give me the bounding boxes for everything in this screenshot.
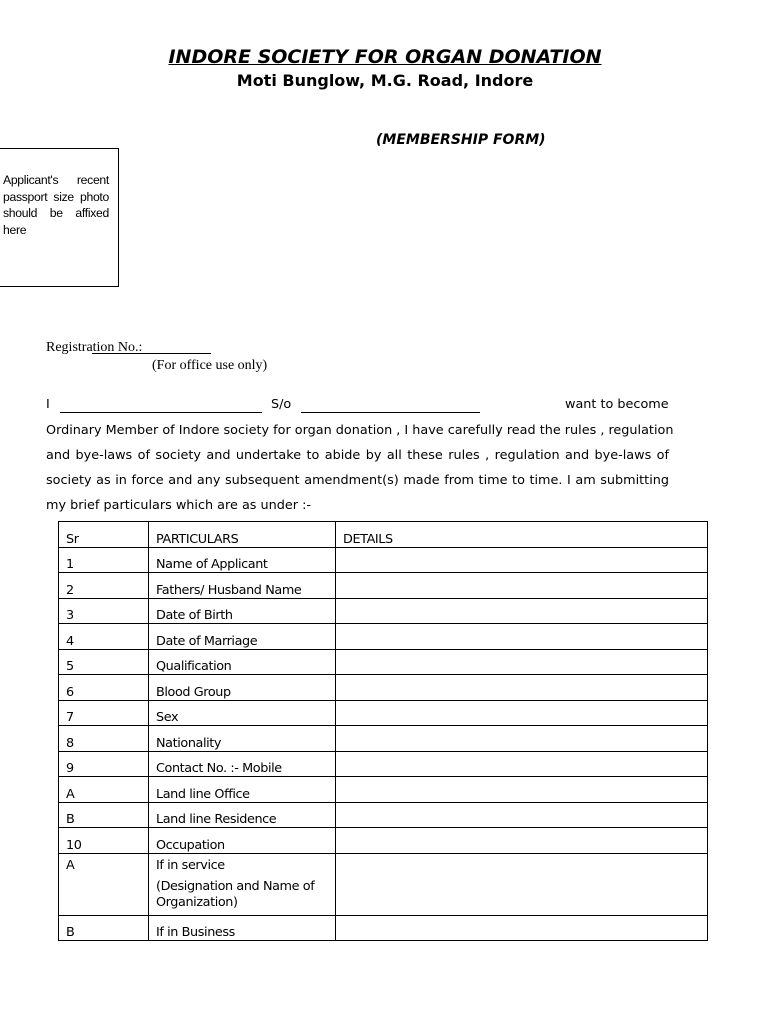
row-particular-label: Date of Marriage (156, 633, 258, 649)
registration-label: Registration No.: (46, 340, 143, 355)
row-particular-label: Date of Birth (156, 608, 233, 623)
row-detail-field[interactable] (336, 777, 708, 803)
row-particular (149, 777, 336, 803)
row-particular-label: Fathers/ Husband Name (156, 582, 302, 598)
table-row (59, 802, 708, 828)
declaration-line: my brief particulars which are as under :- (46, 498, 311, 513)
row-particular (149, 624, 336, 650)
father-name-blank[interactable] (301, 412, 480, 413)
row-sr: 5 (59, 649, 149, 675)
declaration-so-label: S/o (271, 397, 292, 412)
row-particular (149, 700, 336, 726)
row-detail-field[interactable] (336, 828, 708, 854)
row-detail-field[interactable] (336, 573, 708, 599)
table-row (59, 777, 708, 803)
header-details: DETAILS (336, 522, 708, 548)
row-particular-label: If in Business (156, 925, 235, 940)
table-row (59, 853, 708, 915)
row-particular-label: Blood Group (156, 684, 231, 700)
table-row (59, 726, 708, 752)
row-sr: 4 (59, 624, 149, 650)
table-row (59, 624, 708, 650)
row-detail-field[interactable] (336, 624, 708, 650)
declaration-line: and bye-laws of society and undertake to abide by all these rules , regulation and bye-laws of (46, 448, 669, 463)
row-sr: B (59, 915, 149, 941)
row-particular (149, 828, 336, 854)
table-row (59, 547, 708, 573)
header-particulars: PARTICULARS (149, 522, 336, 548)
row-detail-field[interactable] (336, 700, 708, 726)
row-sr: 3 (59, 598, 149, 624)
row-sr: 9 (59, 751, 149, 777)
row-detail-field[interactable] (336, 802, 708, 828)
table-header-row (59, 522, 708, 548)
row-sr: 8 (59, 726, 149, 752)
row-particular (149, 751, 336, 777)
registration-number-field[interactable] (92, 353, 211, 354)
row-particular-label: If in service (156, 857, 225, 873)
header-sr: Sr (59, 522, 149, 548)
table-row (59, 751, 708, 777)
table-row (59, 675, 708, 701)
row-sr: A (59, 777, 149, 803)
row-particular (149, 598, 336, 624)
row-particular (149, 675, 336, 701)
row-sr: 1 (59, 547, 149, 573)
table-row (59, 828, 708, 854)
table-row (59, 700, 708, 726)
row-particular-label: Land line Residence (156, 812, 277, 827)
declaration-line: Ordinary Member of Indore society for organ donation , I have carefully read the rules , regulation (46, 423, 674, 438)
row-particular (149, 915, 336, 941)
row-particular (149, 547, 336, 573)
table-row (59, 573, 708, 599)
row-particular-label: Name of Applicant (156, 557, 268, 572)
applicant-name-blank[interactable] (60, 412, 262, 413)
row-detail-field[interactable] (336, 751, 708, 777)
row-detail-field[interactable] (336, 675, 708, 701)
row-particular (149, 853, 336, 915)
row-particular-label: Land line Office (156, 786, 250, 802)
row-detail-field[interactable] (336, 547, 708, 573)
org-address: Moti Bunglow, M.G. Road, Indore (236, 71, 534, 90)
declaration-line: society as in force and any subsequent amendment(s) made from time to time. I am submitting (46, 473, 669, 488)
table-row (59, 915, 708, 941)
photo-box-instructions: Applicant's recent passport size photo should be affixed here (3, 173, 109, 237)
row-sr: B (59, 802, 149, 828)
row-particular-label: Qualification (156, 659, 232, 674)
row-detail-field[interactable] (336, 598, 708, 624)
row-particular-sublabel: (Designation and Name of Organization) (156, 878, 315, 910)
row-sr: 7 (59, 700, 149, 726)
row-particular-label: Nationality (156, 735, 222, 751)
row-sr: A (59, 853, 149, 915)
row-particular (149, 573, 336, 599)
office-use-note: (For office use only) (152, 358, 268, 373)
row-detail-field[interactable] (336, 915, 708, 941)
row-sr: 6 (59, 675, 149, 701)
row-sr: 2 (59, 573, 149, 599)
row-sr: 10 (59, 828, 149, 854)
row-detail-field[interactable] (336, 649, 708, 675)
row-particular (149, 726, 336, 752)
form-type-heading: (MEMBERSHIP FORM) (376, 132, 546, 148)
row-particular (149, 649, 336, 675)
org-title: INDORE SOCIETY FOR ORGAN DONATION (168, 46, 602, 68)
declaration-i-label: I (46, 397, 50, 412)
particulars-table (58, 521, 708, 941)
row-particular-label: Sex (156, 710, 179, 725)
row-detail-field[interactable] (336, 726, 708, 752)
row-particular-label: Occupation (156, 837, 225, 853)
row-particular-label: Contact No. :- Mobile (156, 761, 282, 776)
row-particular (149, 802, 336, 828)
row-detail-field[interactable] (336, 853, 708, 915)
table-row (59, 598, 708, 624)
declaration-want-text: want to become (565, 397, 669, 412)
table-row (59, 649, 708, 675)
